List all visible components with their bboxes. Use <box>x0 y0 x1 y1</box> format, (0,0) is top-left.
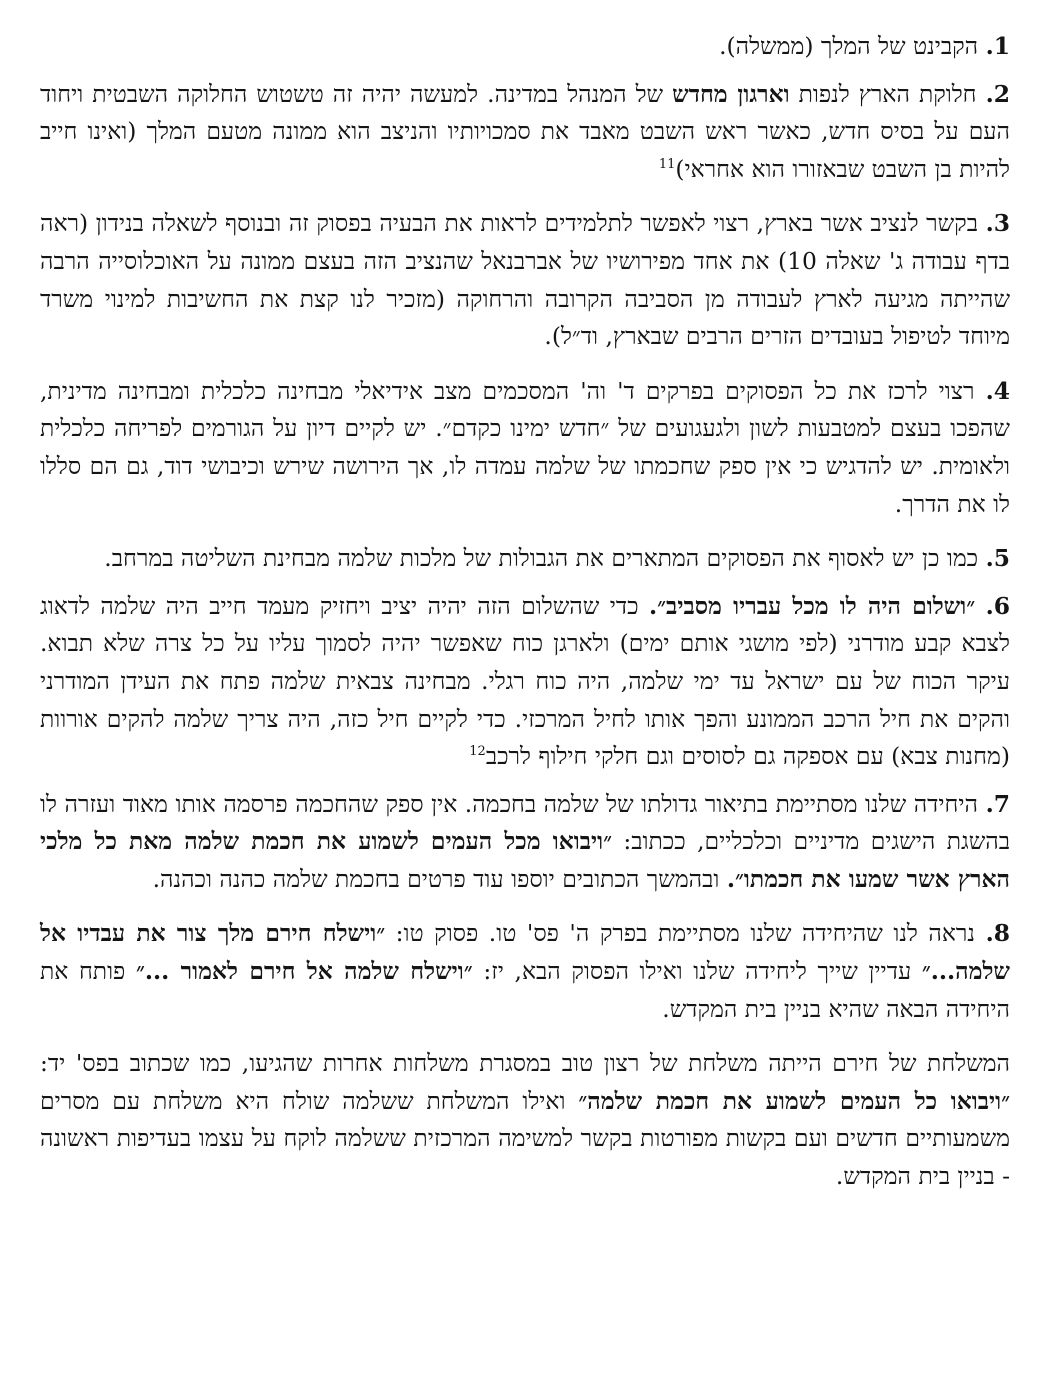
item-number: 2. <box>985 79 1011 108</box>
item-bold-text: ״ויבואו מכל העמים לשמוע את חכמת שלמה מאת כל מלכי הארץ אשר שמעו את חכמתו״. <box>40 827 1010 893</box>
list-item <box>40 786 1010 899</box>
item-text: כמו כן יש לאסוף את הפסוקים המתארים את הגבולות של מלכות שלמה מבחינת השליטה במרחב. <box>104 544 979 573</box>
list-item <box>40 915 1010 1028</box>
list-item <box>40 540 1010 578</box>
item-text: פותח את היחידה הבאה שהיא בניין בית המקדש. <box>40 957 1010 1023</box>
list-item <box>40 588 1010 776</box>
item-text: של המנהל במדינה. למעשה יהיה זה טשטוש החלוקה השבטית ויחוד העם על בסיס חדש, כאשר ראש השבט מאבד את סמכויותיו והניצב הוא ממונה מטעם המלך (ואינו חייב להיות בן השבט שבאזורו הוא אחראי) <box>40 79 1010 183</box>
item-text: בקשר לנציב אשר בארץ, רצוי לאפשר לתלמידים לראות את הבעיה בפסוק זה ובנוסף לשאלה בנידון (ראה בדף עבודה ג' שאלה 10) את אחד מפירושיו של אברבנאל שהנציב הזה בעצם ממונה על האוכלוסייה הרבה שהייתה מגיעה לארץ לעבודה מן הסביבה הקרובה והרחוקה (מזכיר לנו קצת את החשיבות למינוי משרד מיוחד לטיפול בעובדים הזרים הרבים שבארץ, וד״ל). <box>40 209 1010 351</box>
item-bold-text: ״וישלח שלמה אל חירם לאמור ...״ <box>135 957 473 986</box>
item-number: 1. <box>985 32 1010 60</box>
item-text: הקבינט של המלך (ממשלה). <box>719 32 979 60</box>
item-quote: ״ושלום היה לו מכל עבריו מסביב״. <box>649 591 976 620</box>
list-item <box>40 373 1010 523</box>
item-number: 3. <box>985 209 1011 238</box>
item-text: ובהמשך הכתובים יוספו עוד פרטים בחכמת שלמה כהנה וכהנה. <box>152 864 727 893</box>
item-number: 7. <box>985 789 1010 818</box>
item-number: 8. <box>985 919 1011 948</box>
item-text: היחידה שלנו מסתיימת בתיאור גדולתו של שלמה בחכמה. אין ספק שהחכמה פרסמה אותו מאוד ועזרה לו בהשגת הישגים מדיניים וכלכליים, ככתוב: <box>40 789 1010 856</box>
closing-text: המשלחת של חירם הייתה משלחת של רצון טוב במסגרת משלחות אחרות שהגיעו, כמו שכתוב בפס' יד: <box>40 1049 1010 1078</box>
footnote-marker: 11 <box>658 156 676 172</box>
item-text: נראה לנו שהיחידה שלנו מסתיימת בפרק ה' פס' טו. פסוק טו: <box>385 919 976 948</box>
item-text: כדי שהשלום הזה יהיה יציב ויחזיק מעמד חייב היה שלמה לדאוג לצבא קבע מודרני (לפי מושגי אותם ימים) ולארגן כוח שאפשר יהיה לסמוך עליו על כל צרה שלא תבוא. עיקר הכוח של עם ישראל עד ימי שלמה, היה כוח רגלי. מבחינה צבאית שלמה פתח את העידן המודרני והקים את חיל הרכב הממונע והפך אותו לחיל המרכזי. כדי לקיים חיל כזה, היה צריך שלמה להקים אורוות (מחנות צבא) עם אספקה גם לסוסים וגם חלקי חילוף לרכב <box>40 591 1010 771</box>
list-item <box>40 205 1010 355</box>
item-number: 5. <box>985 544 1010 573</box>
closing-bold-text: ״ויבואו כל העמים לשמוע את חכמת שלמה״ <box>578 1086 1010 1115</box>
closing-paragraph <box>40 1045 1010 1195</box>
closing-text: ואילו המשלחת ששלמה שולח היא משלחת עם מסרים משמעותיים חדשים ועם בקשות מפורטות בקשר למשימה המרכזית ששלמה לוקח על עצמו בעדיפות ראשונה - בניין בית המקדש. <box>40 1086 1010 1191</box>
item-text: עדיין שייך ליחידה שלנו ואילו הפסוק הבא, יז: <box>472 957 922 986</box>
item-number: 4. <box>985 376 1010 405</box>
list-item <box>40 76 1010 189</box>
list-item <box>40 28 1010 66</box>
item-text: רצוי לרכז את כל הפסוקים בפרקים ד' וה' המסכמים מצב אידיאלי מבחינה כלכלית ומבחינה מדינית, שהפכו בעצם למטבעות לשון ולגעגועים של ״חדש ימינו כקדם״. יש לקיים דיון על הגורמים לפריחה כלכלית ולאומית. יש להדגיש כי אין ספק שחכמתו של שלמה עמדה לו, אך הירושה שירש וכיבושי דוד, גם הם סללו לו את הדרך. <box>40 376 1010 518</box>
item-number: 6. <box>985 591 1011 620</box>
item-bold-text: וארגון מחדש <box>672 79 790 108</box>
footnote-marker: 12 <box>469 744 486 760</box>
item-bold-text: ״וישלח חירם מלך צור את עבדיו אל שלמה...״ <box>40 919 1010 986</box>
item-text: חלוקת הארץ לנפות <box>789 79 977 108</box>
